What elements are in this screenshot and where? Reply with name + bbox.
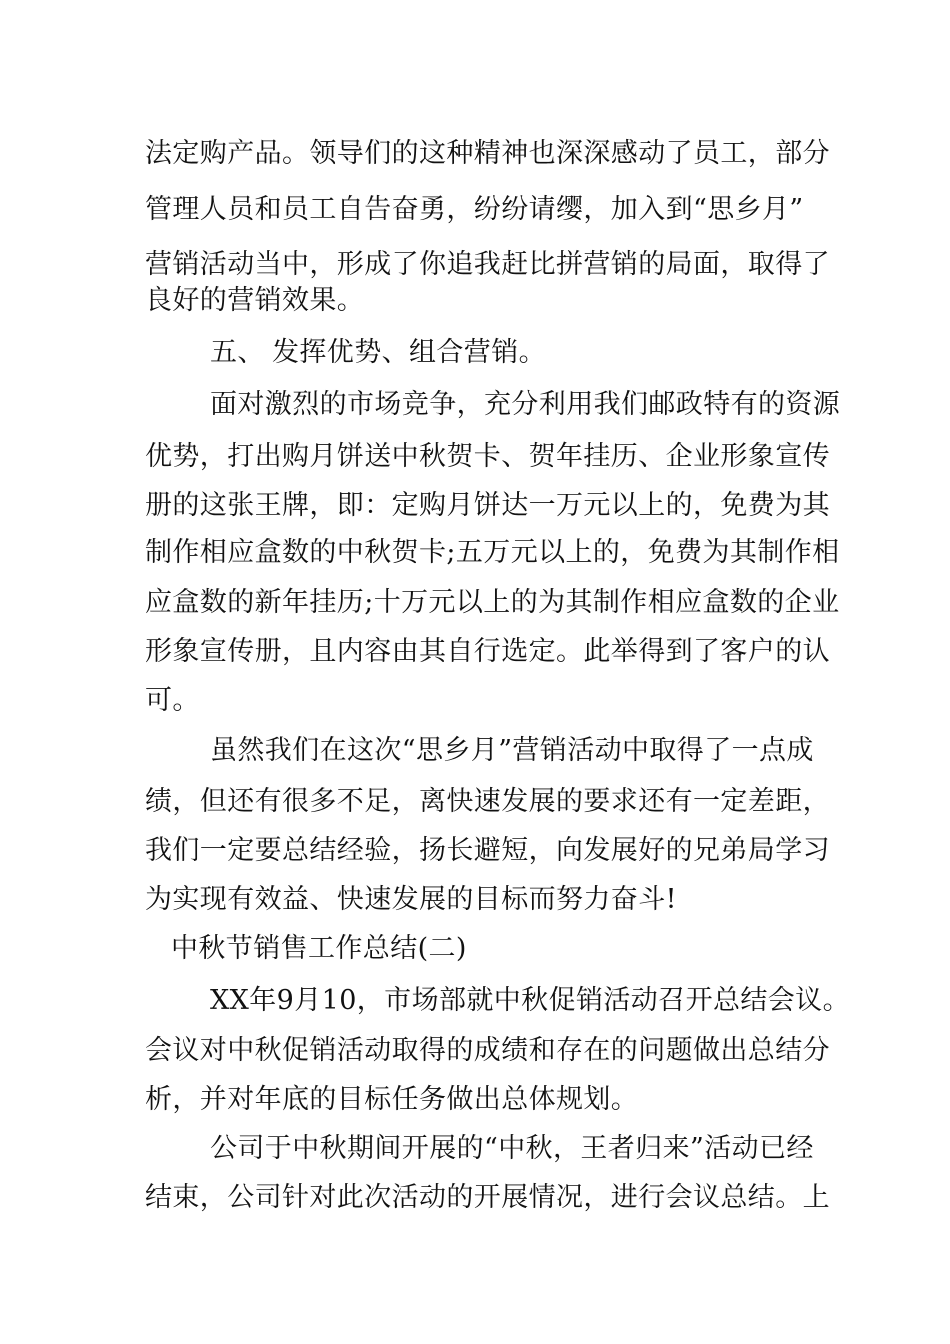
paragraph-line: 营销活动当中，形成了你追我赶比拼营销的局面，取得了	[145, 249, 830, 280]
paragraph-line: 结束，公司针对此次活动的开展情况，进行会议总结。上	[145, 1182, 830, 1213]
paragraph-line: 良好的营销效果。	[145, 285, 365, 316]
paragraph-line: 为实现有效益、快速发展的目标而努力奋斗!	[145, 884, 677, 915]
paragraph-line: 面对激烈的市场竞争，充分利用我们邮政特有的资源	[210, 389, 841, 420]
paragraph-line: 可。	[145, 685, 200, 716]
paragraph-line: 制作相应盒数的中秋贺卡;五万元以上的，免费为其制作相	[145, 537, 840, 568]
section-title: 中秋节销售工作总结(二)	[171, 933, 467, 964]
paragraph-line: 虽然我们在这次“思乡月”营销活动中取得了一点成	[210, 735, 814, 766]
section-number: 五、	[210, 337, 265, 368]
paragraph-line: 我们一定要总结经验，扬长避短，向发展好的兄弟局学习	[145, 835, 830, 866]
paragraph-line: 会议对中秋促销活动取得的成绩和存在的问题做出总结分	[145, 1035, 830, 1066]
paragraph-line: 管理人员和员工自告奋勇，纷纷请缨，加入到“思乡月”	[145, 194, 804, 225]
paragraph-line: 形象宣传册，且内容由其自行选定。此举得到了客户的认	[145, 636, 830, 667]
paragraph-line: 析，并对年底的目标任务做出总体规划。	[145, 1084, 639, 1115]
paragraph-line: 绩，但还有很多不足，离快速发展的要求还有一定差距，	[145, 786, 830, 817]
paragraph-line: 法定购产品。领导们的这种精神也深深感动了员工，部分	[145, 138, 830, 169]
paragraph-line: 应盒数的新年挂历;十万元以上的为其制作相应盒数的企业	[145, 587, 840, 618]
paragraph-line: XX年9月10，市场部就中秋促销活动召开总结会议。	[210, 985, 850, 1016]
section-heading: 发挥优势、组合营销。	[272, 337, 546, 368]
paragraph-line: 公司于中秋期间开展的“中秋，王者归来”活动已经	[210, 1133, 814, 1164]
paragraph-line: 优势，打出购月饼送中秋贺卡、贺年挂历、企业形象宣传	[145, 441, 830, 472]
paragraph-line: 册的这张王牌，即：定购月饼达一万元以上的，免费为其	[145, 490, 830, 521]
